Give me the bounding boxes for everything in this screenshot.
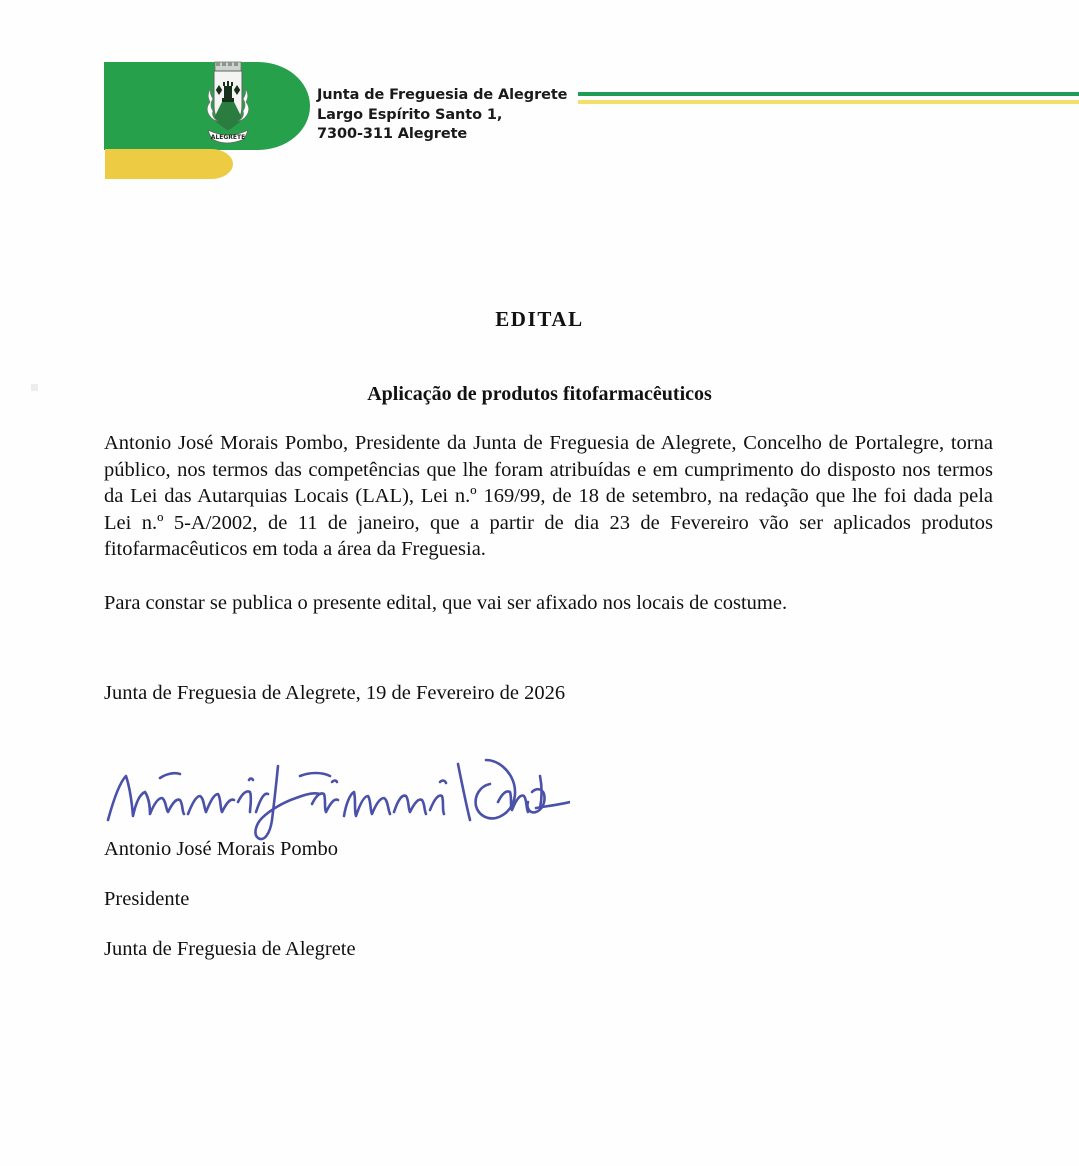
signatory-organization: Junta de Freguesia de Alegrete <box>104 938 356 960</box>
document-body <box>104 430 993 616</box>
header-rule-yellow <box>578 100 1079 104</box>
header-rule-green <box>578 92 1079 96</box>
document-subtitle: Aplicação de produtos fitofarmacêuticos <box>367 383 712 405</box>
letterhead-organization: Junta de Freguesia de Alegrete <box>317 87 568 103</box>
signatory-role: Presidente <box>104 888 190 910</box>
paragraph-spacer <box>104 563 993 590</box>
letterhead-address-block <box>317 86 567 145</box>
letterhead <box>0 0 1079 200</box>
body-paragraph-1: Antonio José Morais Pombo, Presidente da Junta de Freguesia de Alegrete, Concelho de Portalegre, torna público, nos termos das competências que lhe foram atribuídas e em cumprimento do disposto nos termos da Lei das Autarquias Locais (LAL), Lei n.º 169/99, de 18 de setembro, na redação que lhe foi dada pela Lei n.º 5-A/2002, de 11 de janeiro, que a partir de dia 23 de Fevereiro vão ser aplicados produtos fitofarmacêuticos em toda a área da Freguesia. <box>104 432 993 560</box>
letterhead-postal-code: 7300-311 Alegrete <box>317 126 468 142</box>
letterhead-address: Largo Espírito Santo 1, <box>317 106 503 123</box>
emblem-banner-text: ALEGRETE <box>210 134 246 141</box>
signature-image <box>100 742 570 842</box>
signatory-name: Antonio José Morais Pombo <box>104 838 339 860</box>
logo-yellow-band <box>105 149 233 179</box>
coat-of-arms-icon <box>203 60 253 152</box>
document-title: EDITAL <box>495 307 584 331</box>
body-paragraph-2: Para constar se publica o presente edital, que vai ser afixado nos locais de costume. <box>104 591 788 614</box>
document-date-line: Junta de Freguesia de Alegrete, 19 de Fevereiro de 2026 <box>104 682 566 704</box>
